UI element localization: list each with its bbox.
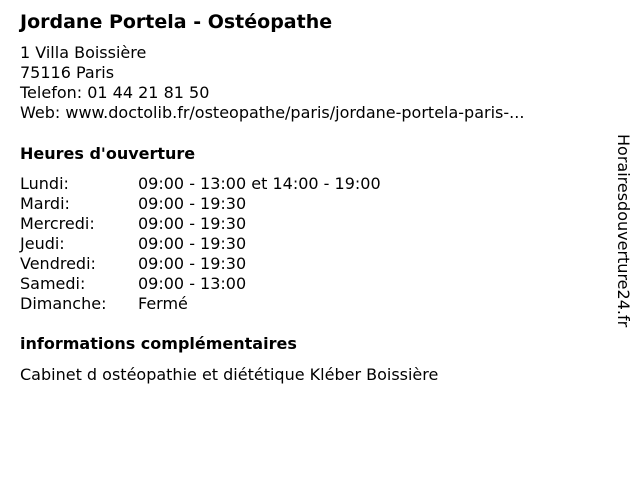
hours-time: Fermé — [138, 294, 188, 313]
hours-time: 09:00 - 13:00 et 14:00 - 19:00 — [138, 174, 381, 193]
additional-info-heading: informations complémentaires — [20, 334, 297, 353]
city-address: 75116 Paris — [20, 63, 115, 82]
site-watermark: Horairesdouverture24.fr — [614, 134, 633, 328]
hours-row-thursday — [20, 234, 381, 254]
web-label: Web: — [20, 103, 61, 122]
hours-time: 09:00 - 19:30 — [138, 254, 247, 273]
hours-row-monday — [20, 174, 381, 194]
opening-hours-heading: Heures d'ouverture — [20, 144, 196, 163]
hours-time: 09:00 - 19:30 — [138, 194, 247, 213]
page-title: Jordane Portela - Ostéopathe — [20, 11, 333, 33]
opening-hours-table — [20, 174, 381, 314]
phone-line — [20, 83, 524, 103]
hours-day: Lundi: — [20, 174, 69, 193]
hours-day: Dimanche: — [20, 294, 107, 313]
hours-row-friday — [20, 254, 381, 274]
hours-row-saturday — [20, 274, 381, 294]
hours-row-wednesday — [20, 214, 381, 234]
additional-info-text: Cabinet d ostéopathie et diététique Kléber Boissière — [20, 365, 439, 384]
hours-day: Vendredi: — [20, 254, 96, 273]
phone-label: Telefon: — [20, 83, 83, 102]
web-line — [20, 103, 524, 123]
hours-day: Jeudi: — [20, 234, 65, 253]
street-address: 1 Villa Boissière — [20, 43, 147, 62]
web-link[interactable]: www.doctolib.fr/osteopathe/paris/jordane-portela-paris-... — [65, 103, 525, 122]
address-block — [20, 43, 524, 123]
hours-day: Samedi: — [20, 274, 86, 293]
hours-time: 09:00 - 19:30 — [138, 234, 247, 253]
hours-time: 09:00 - 13:00 — [138, 274, 247, 293]
hours-day: Mercredi: — [20, 214, 95, 233]
hours-row-sunday — [20, 294, 381, 314]
hours-day: Mardi: — [20, 194, 70, 213]
hours-time: 09:00 - 19:30 — [138, 214, 247, 233]
phone-number[interactable]: 01 44 21 81 50 — [87, 83, 210, 102]
hours-row-tuesday — [20, 194, 381, 214]
